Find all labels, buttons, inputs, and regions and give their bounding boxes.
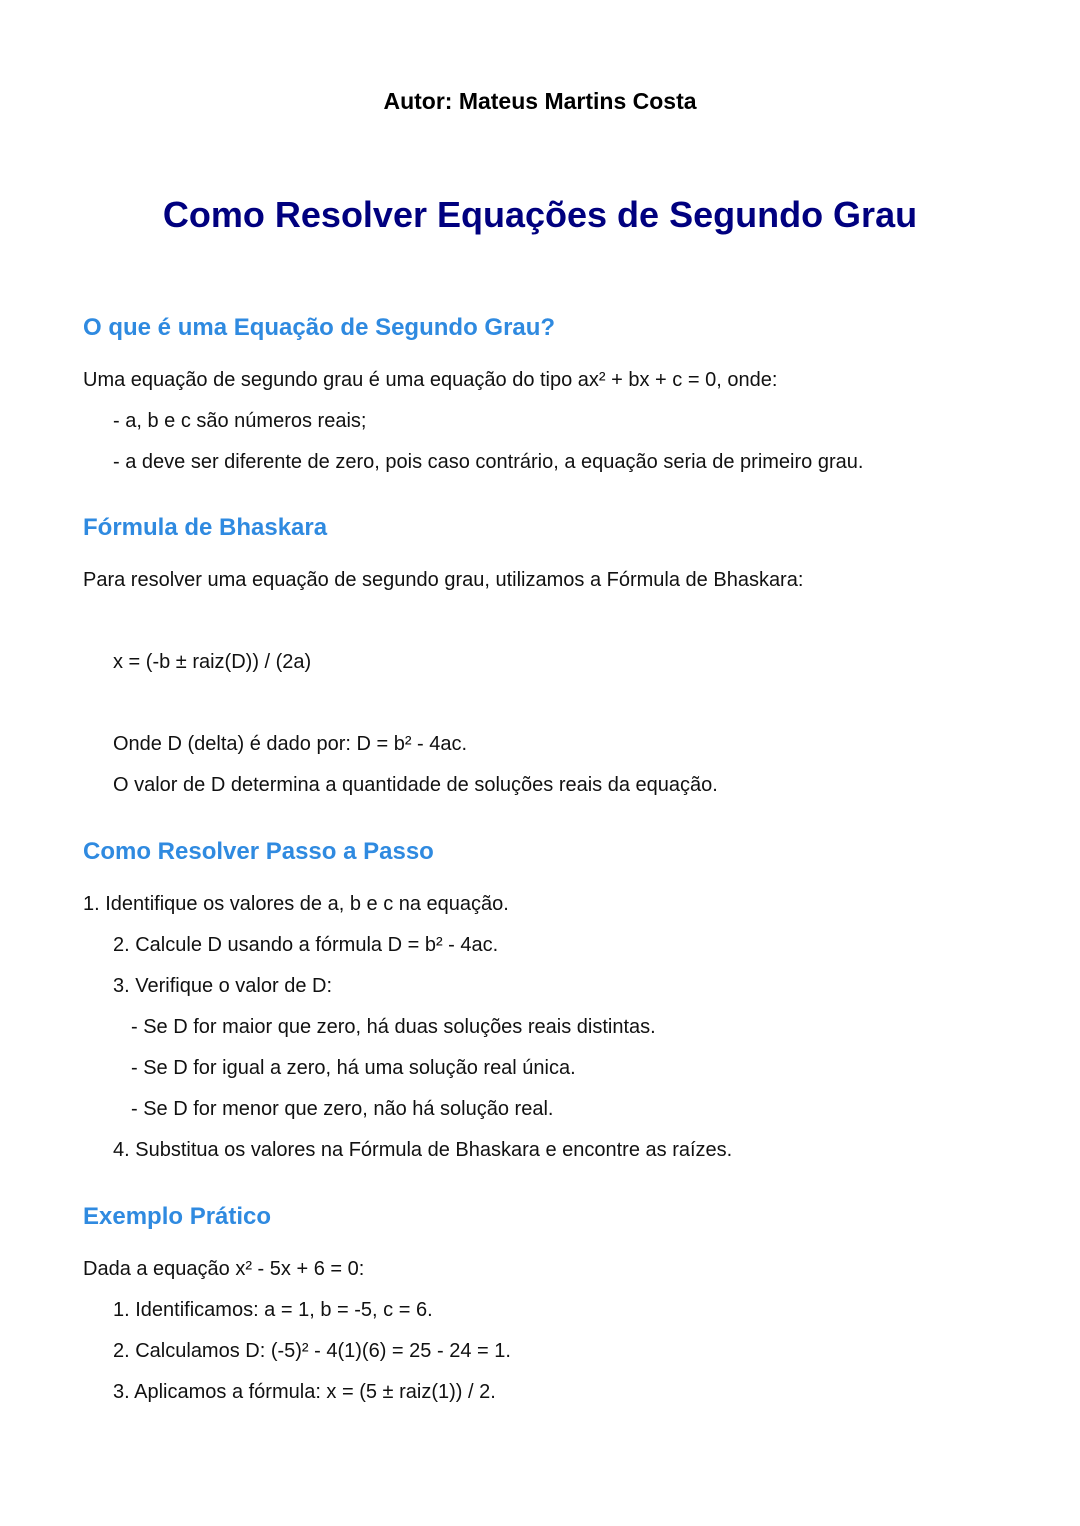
section-heading-steps: Como Resolver Passo a Passo xyxy=(83,838,434,865)
paragraph: Dada a equação x² - 5x + 6 = 0: xyxy=(83,1258,365,1280)
list-item: - a, b e c são números reais; xyxy=(113,410,367,432)
paragraph: Uma equação de segundo grau é uma equação do tipo ax² + bx + c = 0, onde: xyxy=(83,369,778,391)
list-item: 4. Substitua os valores na Fórmula de Bhaskara e encontre as raízes. xyxy=(113,1139,733,1161)
list-item: 3. Verifique o valor de D: xyxy=(113,975,333,997)
list-item: 3. Aplicamos a fórmula: x = (5 ± raiz(1)) / 2. xyxy=(113,1381,496,1403)
section-heading-bhaskara: Fórmula de Bhaskara xyxy=(83,514,328,541)
paragraph: O valor de D determina a quantidade de soluções reais da equação. xyxy=(113,774,718,796)
list-item: 2. Calculamos D: (-5)² - 4(1)(6) = 25 - 24 = 1. xyxy=(113,1340,511,1362)
author-line: Autor: Mateus Martins Costa xyxy=(383,88,697,114)
list-item: - a deve ser diferente de zero, pois caso contrário, a equação seria de primeiro grau. xyxy=(113,451,864,473)
paragraph: Para resolver uma equação de segundo grau, utilizamos a Fórmula de Bhaskara: xyxy=(83,569,804,591)
paragraph: Onde D (delta) é dado por: D = b² - 4ac. xyxy=(113,733,468,755)
list-item: 1. Identifique os valores de a, b e c na equação. xyxy=(83,893,509,915)
document-title: Como Resolver Equações de Segundo Grau xyxy=(162,194,918,235)
list-item: 2. Calcule D usando a fórmula D = b² - 4ac. xyxy=(113,934,499,956)
list-item: 1. Identificamos: a = 1, b = -5, c = 6. xyxy=(113,1299,433,1321)
section-heading-example: Exemplo Prático xyxy=(83,1203,272,1230)
formula-line: x = (-b ± raiz(D)) / (2a) xyxy=(113,651,312,673)
sub-list-item: - Se D for igual a zero, há uma solução real única. xyxy=(131,1057,576,1079)
section-heading-definition: O que é uma Equação de Segundo Grau? xyxy=(83,314,556,341)
sub-list-item: - Se D for menor que zero, não há solução real. xyxy=(131,1098,554,1120)
sub-list-item: - Se D for maior que zero, há duas soluções reais distintas. xyxy=(131,1016,656,1038)
